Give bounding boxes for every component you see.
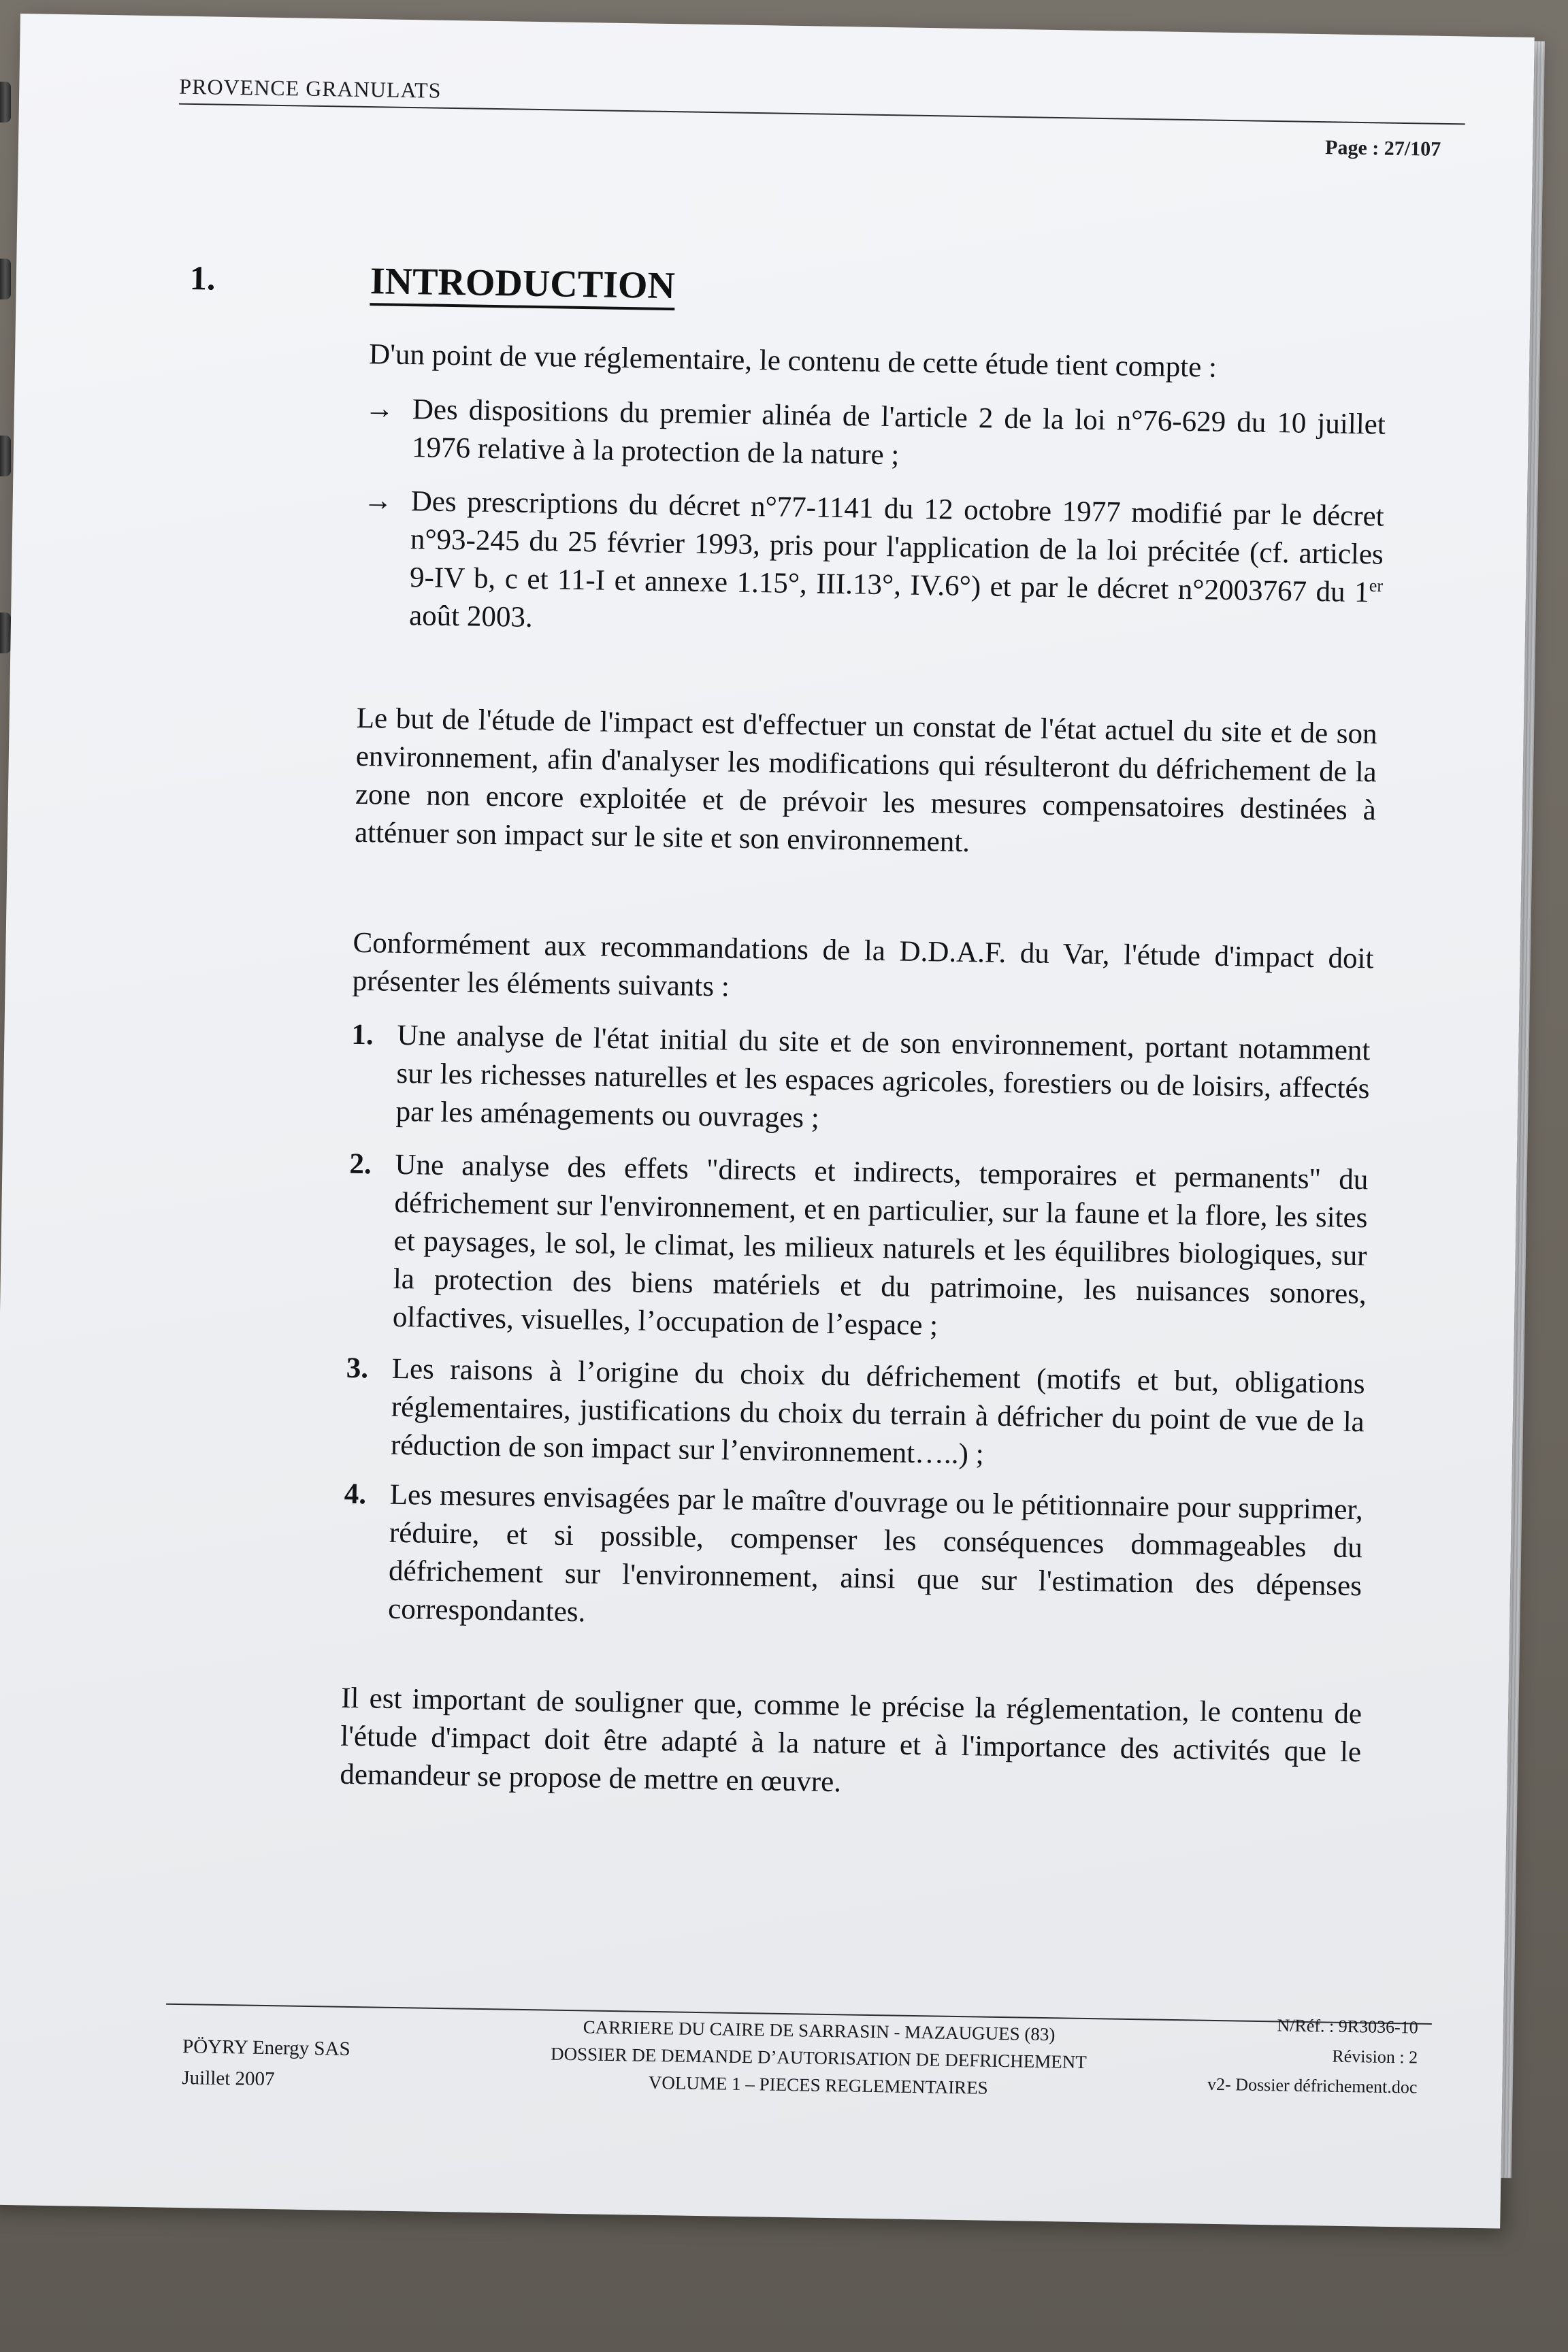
footer-company: PÖYRY Energy SAS: [182, 2036, 350, 2060]
goal-paragraph: Le but de l'étude de l'impact est d'effectuer un constat de l'état actuel du site et de son environnement, afin d'analyser les modifications qui résulteront du défrichement de la zone non encore exploitée et de prévoir les mesures compensatoires destinées à atténuer son impact sur le site et son environnement.: [354, 702, 1377, 859]
list-item: [346, 1145, 1370, 1359]
list-item: [350, 1016, 1372, 1148]
list-item-text: Des dispositions du premier alinéa de l'article 2 de la loi n°76-629 du 10 juillet 1976 relative à la protection de la nature ;: [411, 393, 1386, 472]
binding-ring: [0, 82, 11, 122]
section-title: INTRODUCTION: [370, 261, 675, 310]
list-item-text: Les mesures envisagées par le maître d'ouvrage ou le pétitionnaire pour supprimer, réduire, et si possible, compenser les conséquences dommageables du défrichement sur l'environnement, ainsi que sur l'estimation des dépenses correspondantes.: [387, 1478, 1364, 1629]
footer-revision: Révision : 2: [1332, 2046, 1418, 2068]
list-item: [345, 1350, 1367, 1482]
list-number: 4.: [344, 1477, 367, 1511]
arrow-icon: →: [364, 393, 395, 425]
document-page: [0, 14, 1535, 2229]
list-item-text: Une analyse de l'état initial du site et de son environnement, portant notamment sur les richesses naturelles et les espaces agricoles, forestiers ou de loisirs, affectés par les aménagements ou ouvrages ;: [395, 1019, 1371, 1134]
list-item: [342, 1475, 1365, 1648]
footer-project: CARRIERE DU CAIRE DE SARRASIN - MAZAUGUES (83): [583, 2016, 1056, 2045]
ddaf-paragraph: Conformément aux recommandations de la D.D.A.F. du Var, l'étude d'impact doit présenter les éléments suivants :: [352, 926, 1374, 1003]
list-item-text: Des prescriptions du décret n°77-1141 du 12 octobre 1977 modifié par le décret n°93-245 du 25 février 1993, pris pour l'application de la loi précitée (cf. articles 9-IV b, c et 11-I et annexe 1.15°, III.13°, IV.6°) et par le décret n°2003767 du 1er août 2003.: [408, 485, 1385, 634]
footer-reference: N/Réf. : 9R3036-10: [1277, 2015, 1419, 2038]
list-number: 1.: [351, 1018, 374, 1051]
footer-dossier: DOSSIER DE DEMANDE D’AUTORISATION DE DEFRICHEMENT: [550, 2043, 1088, 2072]
footer-volume: VOLUME 1 – PIECES REGLEMENTAIRES: [648, 2072, 988, 2098]
header-rule: [179, 103, 1465, 125]
footer-center: [478, 2012, 1160, 2104]
list-item: [363, 390, 1386, 488]
list-number: 3.: [346, 1352, 369, 1385]
header-company: PROVENCE GRANULATS: [179, 74, 442, 103]
footer-left: [182, 2031, 350, 2096]
footer-date: Juillet 2007: [182, 2067, 275, 2091]
binding-ring: [0, 259, 11, 299]
section-number: 1.: [189, 258, 216, 297]
arrow-icon: →: [363, 485, 393, 517]
closing-paragraph: Il est important de souligner que, comme le précise la réglementation, le contenu de l'étude d'impact doit être adapté à la nature et à l'importance des activités que le demandeur se propose de mettre en œuvre.: [340, 1682, 1362, 1799]
binding-ring: [0, 612, 11, 653]
page-number: Page : 27/107: [1324, 136, 1441, 161]
list-number: 2.: [349, 1147, 372, 1181]
binding-ring: [0, 436, 11, 476]
list-item-text: Une analyse des effets "directs et indirects, temporaires et permanents" du défrichement sur l'environnement, et en particulier, sur la faune et la flore, les sites et paysages, le sol, le climat, les milieux naturels et les équilibres biologiques, sur la protection des biens matériels et du patrimoine, les nuisances sonores, olfactives, visuelles, l’occupation de l’espace ;: [392, 1148, 1369, 1342]
list-item: [361, 482, 1384, 662]
footer-filename: v2- Dossier défrichement.doc: [1207, 2074, 1418, 2097]
intro-paragraph: D'un point de vue réglementaire, le contenu de cette étude tient compte :: [368, 338, 1218, 384]
footer-right: [1117, 2008, 1418, 2103]
list-item-text: Les raisons à l’origine du choix du défrichement (motifs et but, obligations réglementaires, justifications du choix du terrain à défricher du point de vue de la réduction de son impact sur l’environnement…..) ;: [390, 1352, 1365, 1471]
